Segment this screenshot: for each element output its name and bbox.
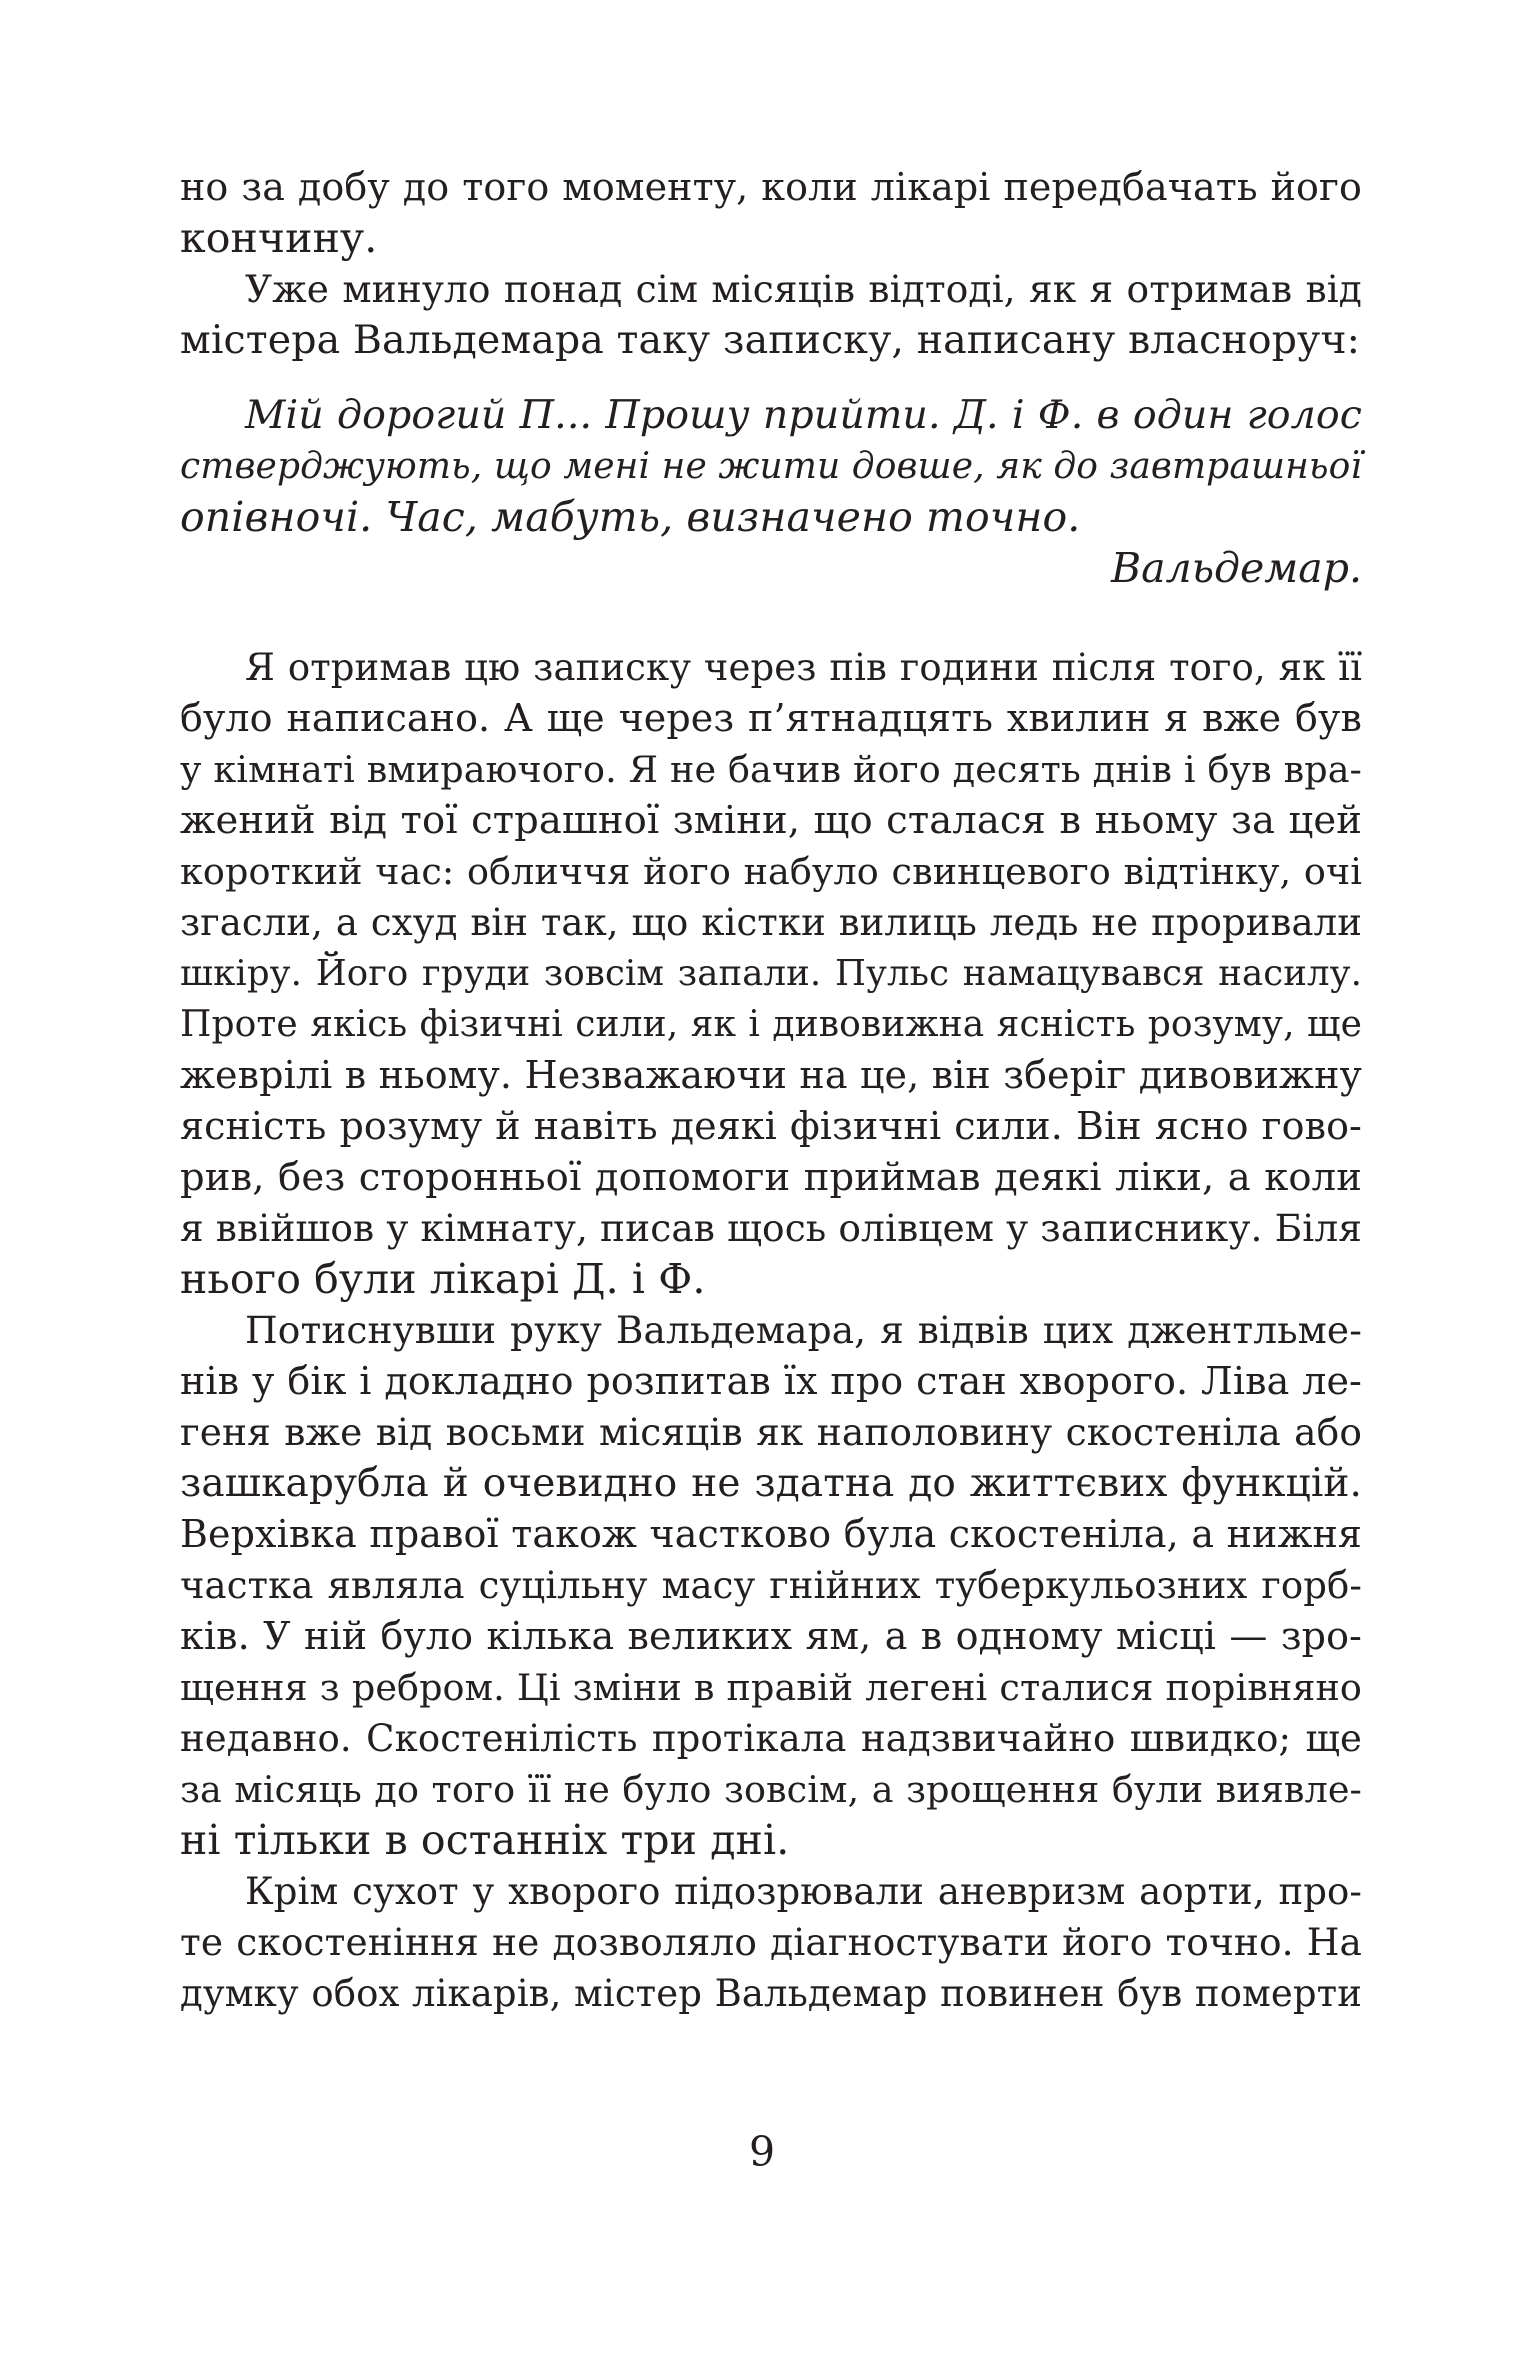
paragraph-3 [180,642,1362,1305]
text-line: ків. У ній було кілька великих ям, а в одному місці — зро- [180,1614,1362,1658]
text-line: у кімнаті вмираючого. Я не бачив його десять днів і був вра- [180,748,1362,791]
text-line: я ввійшов у кімнату, писав щось олівцем у записнику. Біля [180,1206,1362,1250]
text-line: геня вже від восьми місяців як наполовину скостеніла або [180,1410,1362,1454]
text-line: щення з ребром. Ці зміни в правій легені сталися порівняно [180,1666,1362,1709]
text-line: за місяць до того її не було зовсім, а зрощення були виявле- [180,1768,1362,1811]
text-line: недавно. Скостенілість протікала надзвичайно швидко; ще [180,1717,1362,1760]
page-number: 9 [748,2128,776,2176]
text-line: короткий час: обличчя його набуло свинцевого відтінку, очі [180,850,1362,893]
letter-line: Мій дорогий П... Прошу прийти. Д. і Ф. в один голос [245,392,1362,438]
text-line: Я отримав цю записку через пів години після того, як її [245,646,1362,689]
text-line: кончину. [180,214,378,262]
text-line: рив, без сторонньої допомоги приймав деякі ліки, а коли [180,1155,1362,1200]
text-line: жеврілі в ньому. Незважаючи на це, він зберіг дивовижну [180,1053,1362,1097]
text-line: жений від тої страшної зміни, що сталася в ньому за цей [180,798,1362,843]
quoted-letter [180,390,1362,594]
text-line: те скостеніння не дозволяло діагностувати його точно. На [180,1920,1362,1964]
text-line: Потиснувши руку Вальдемара, я відвів цих джентльме- [245,1308,1362,1352]
paragraph-4 [180,1305,1362,1866]
text-line: зашкарубла й очевидно не здатна до життєвих функцій. [180,1461,1362,1506]
text-line: нів у бік і докладно розпитав їх про стан хворого. Ліва ле- [180,1359,1362,1403]
letter-signature: Вальдемар. [1111,544,1362,592]
letter-line: стверджують, що мені не жити довше, як до завтрашньої [180,446,1362,487]
text-line: було написано. А ще через п’ятнадцять хвилин я вже був [180,696,1362,740]
text-line: думку обох лікарів, містер Вальдемар повинен був померти [180,1972,1362,2015]
text-line: Уже минуло понад сім місяців відтоді, як я отримав від [245,267,1362,311]
text-line: но за добу до того моменту, коли лікарі передбачать його [180,165,1362,209]
letter-line: опівночі. Час, мабуть, визначено точно. [180,493,1081,541]
text-line: Крім сухот у хворого підозрювали аневризм аорти, про- [245,1870,1362,1913]
text-line: ясність розуму й навіть деякі фізичні сили. Він ясно гово- [180,1104,1362,1148]
text-line: Верхівка правої також частково була скостеніла, а нижня [180,1512,1362,1556]
paragraph-5 [180,1866,1362,2019]
text-line: Проте якісь фізичні сили, як і дивовижна ясність розуму, ще [180,1004,1362,1045]
text-line: частка являла суцільну масу гнійних туберкульозних горб- [180,1564,1362,1607]
text-line: ні тільки в останніх три дні. [180,1816,790,1864]
text-line: містера Вальдемара таку записку, написану власноруч: [180,317,1361,363]
page-body [180,162,1362,2019]
text-line: згасли, а схуд він так, що кістки вилиць ледь не проривали [180,901,1362,944]
text-line: нього були лікарі Д. і Ф. [180,1255,706,1303]
text-line: шкіру. Його груди зовсім запали. Пульс намацувався насилу. [180,953,1362,994]
paragraph-2 [180,264,1362,366]
paragraph-1 [180,162,1362,264]
